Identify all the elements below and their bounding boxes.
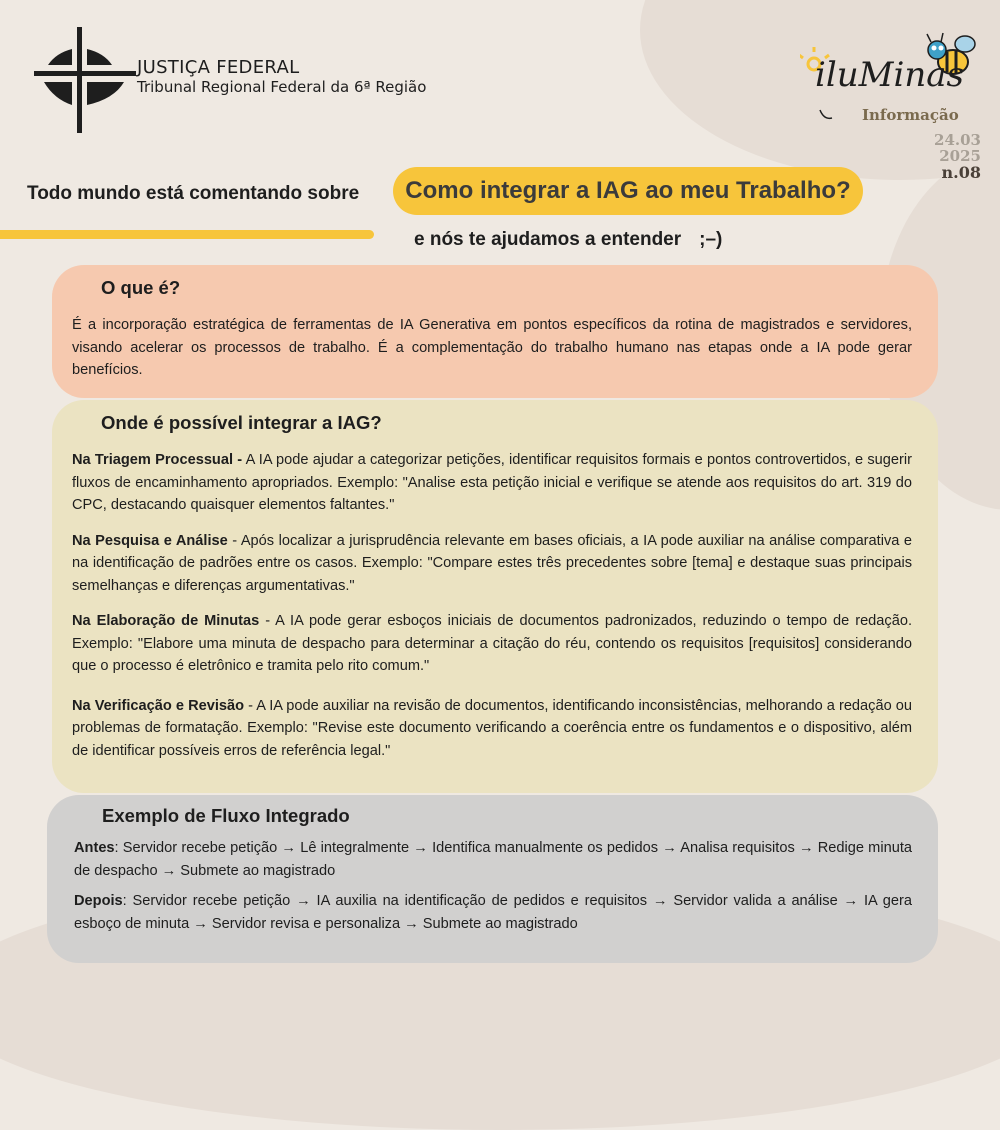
item-label: Na Verificação e Revisão	[72, 697, 245, 714]
subline-text: e nós te ajudamos a entender	[414, 229, 682, 250]
flow-label: Depois	[74, 893, 123, 909]
item-label: Na Elaboração de Minutas	[72, 613, 260, 629]
org-subtitle: Tribunal Regional Federal da 6ª Região	[137, 77, 427, 96]
flow-before	[74, 837, 912, 882]
date-day-month: 24.03	[934, 131, 981, 149]
accent-line	[0, 230, 374, 239]
brand-subtitle: Informação	[862, 106, 959, 124]
item-text: - Após localizar a jurisprudência relevante em bases oficiais, a IA pode auxiliar na análise comparativa e na identificação de padrões entre os casos. Exemplo: "Compare estes três precedentes sobre [tema] e destaque suas principais semelhanças e diferenças argumentativas."	[72, 532, 912, 594]
justica-federal-logo-icon	[34, 27, 136, 133]
intro-subline	[414, 229, 722, 251]
list-item-revisao	[72, 695, 912, 763]
card-what-is	[52, 265, 938, 398]
item-text: A IA pode ajudar a categorizar petições, identificar requisitos formais e pontos controvertidos, e sugerir fluxos de encaminhamento apropriados. Exemplo: "Analise esta petição inicial e verifique se atende aos requisitos do art. 319 do CPC, destacando quaisquer elementos faltantes."	[72, 452, 912, 513]
headline-pill: Como integrar a IAG ao meu Trabalho?	[393, 167, 863, 215]
section-title-what-is: O que é?	[101, 277, 181, 298]
card-flow-example	[47, 795, 938, 963]
list-item-minutas	[72, 610, 912, 678]
edition-date	[934, 133, 981, 181]
flow-after	[74, 890, 912, 935]
section-title-where: Onde é possível integrar a IAG?	[101, 412, 382, 433]
flow-text: : Servidor recebe petição → Lê integralmente → Identifica manualmente os pedidos → Analisa requisitos → Redige minuta de despacho → Submete ao magistrado	[74, 840, 912, 879]
organization-name	[137, 58, 426, 96]
section-title-flow: Exemplo de Fluxo Integrado	[102, 805, 350, 826]
item-label: Na Pesquisa e Análise	[72, 532, 228, 549]
list-item-triagem	[72, 449, 912, 517]
section-text-what-is: É a incorporação estratégica de ferramentas de IA Generativa em pontos específicos da rotina de magistrados e servidores, visando acelerar os processos de trabalho. É a complementação do trabalho humano nas etapas onde a IA pode gerar benefícios.	[72, 317, 912, 378]
card-where-integrate	[52, 400, 938, 793]
org-title: JUSTIÇA FEDERAL	[137, 57, 300, 78]
date-year: 2025	[939, 146, 981, 165]
edition-number: n.08	[941, 162, 981, 182]
item-text: - A IA pode gerar esboços iniciais de documentos padronizados, reduzindo o tempo de redação. Exemplo: "Elabore uma minuta de despacho para determinar a citação do réu, contendo os requisitos [requisitos] considerando que o processo é eletrônico e tramita pelo rito comum."	[72, 613, 913, 674]
flow-text: : Servidor recebe petição → IA auxilia na identificação de pedidos e requisitos → Servidor valida a análise → IA gera esboço de minuta → Servidor revisa e personaliza → Submete ao magistrado	[74, 893, 912, 932]
item-text: - A IA pode auxiliar na revisão de documentos, identificando inconsistências, melhorando a redação ou problemas de formatação. Exemplo: "Revise este documento verificando a coerência entre os fundamentos e o dispositivo, além de identificar possíveis erros de referência legal."	[72, 697, 912, 759]
list-item-pesquisa	[72, 530, 912, 598]
flow-label: Antes	[74, 840, 115, 856]
item-label: Na Triagem Processual -	[72, 452, 243, 468]
wink-emoticon: ;–)	[699, 229, 723, 250]
intro-lead: Todo mundo está comentando sobre	[27, 183, 360, 204]
brand-name: iluMinas	[815, 55, 964, 95]
